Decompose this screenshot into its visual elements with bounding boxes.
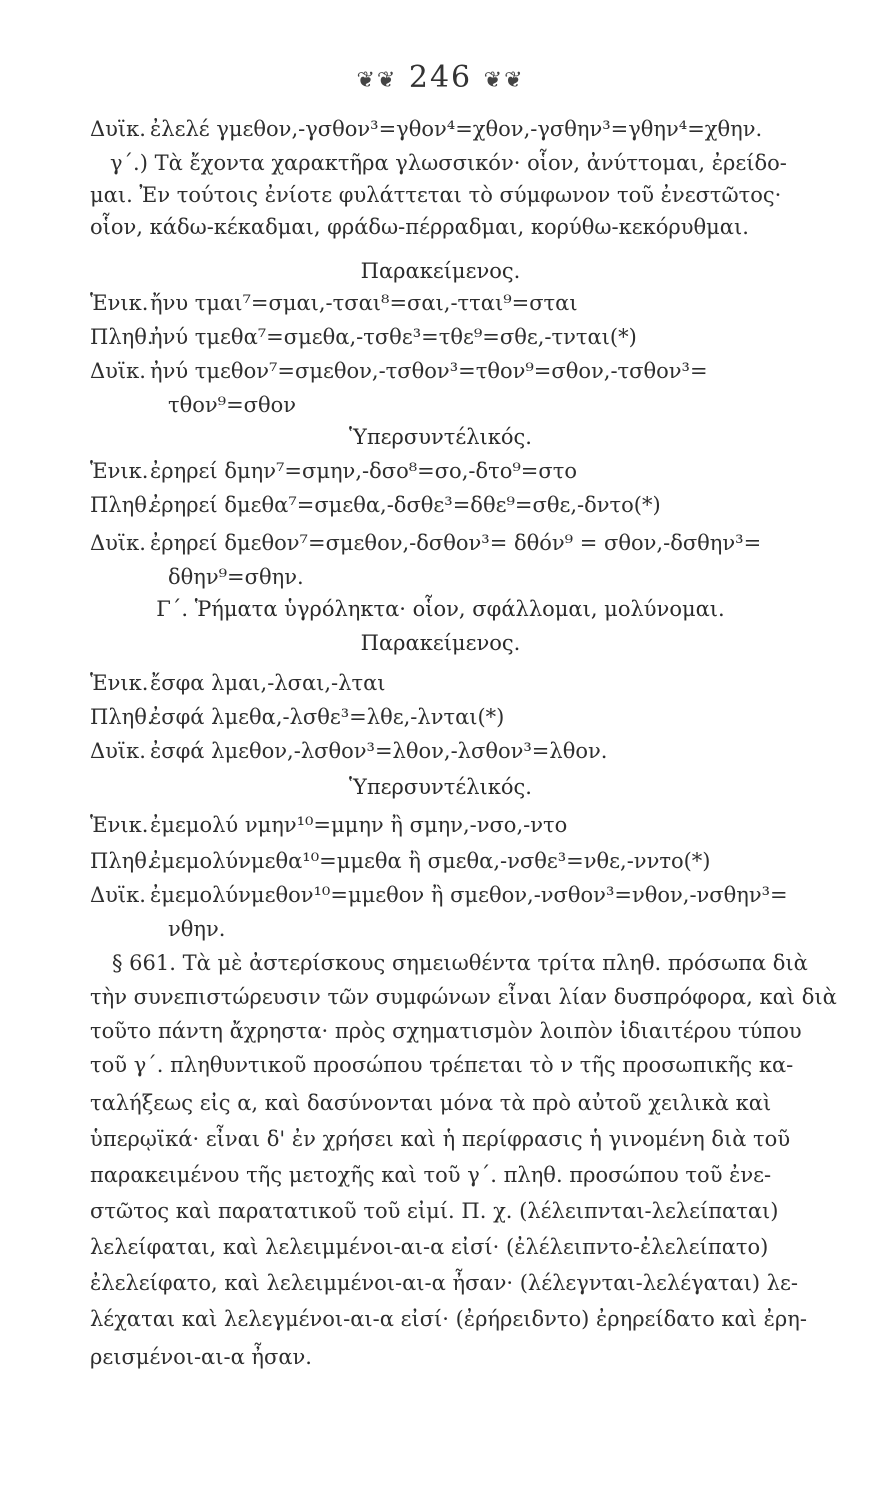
paragraph-line: παρακειμένου τῆς μετοχῆς καὶ τοῦ γ΄. πληθ. προσώπου τοῦ ἐνε- <box>90 1163 772 1187</box>
conjugation-row <box>90 456 577 486</box>
paragraph-line: τοῦ γ΄. πληθυντικοῦ προσώπου τρέπεται τὸ ν τῆς προσωπικῆς κα- <box>90 1053 794 1077</box>
number-label: Ἑνικ. <box>90 671 149 695</box>
text-line <box>110 148 787 178</box>
conjugation-row <box>168 390 296 420</box>
number-label: Δυϊκ. <box>90 359 146 383</box>
number-label: Δυϊκ. <box>90 739 146 763</box>
conjugation-row <box>90 490 661 520</box>
section-heading: Ὑπερσυντέλικός. <box>348 775 532 799</box>
conjugation-row <box>90 668 385 698</box>
form-text: ἐμεμολύνμεθον¹⁰=μμεθον ἢ σμεθον,-νσθον³=νθον,-νσθην³= <box>150 883 788 907</box>
form-text: ἐρηρεί δμεθον⁷=σμεθον,-δσθον³= δθόν⁹ = σθον,-δσθην³= <box>150 531 762 555</box>
paragraph-line: § 661. Τὰ μὲ ἀστερίσκους σημειωθέντα τρίτα πληθ. πρόσωπα διὰ <box>112 951 808 975</box>
form-text: ἠνύ τμεθα⁷=σμεθα,-τσθε³=τθε⁹=σθε,-τνται(*) <box>150 325 637 349</box>
number-label: Ἑνικ. <box>90 813 149 837</box>
form-text: ἐρηρεί δμην⁷=σμην,-δσο⁸=σο,-δτο⁹=στο <box>150 459 577 483</box>
conjugation-row <box>90 288 578 318</box>
line-text: γ΄.) Τὰ ἔχοντα χαρακτῆρα γλωσσικόν· οἷον, ἀνύττομαι, ἐρείδο- <box>110 151 787 175</box>
conjugation-row <box>168 914 225 944</box>
conjugation-row <box>90 810 567 840</box>
number-label: Δυϊκ. <box>90 531 146 555</box>
paragraph-line: λέχαται καὶ λελεγμένοι-αι-α εἰσί· (ἐρήρειδντο) ἐρηρείδατο καὶ ἐρη- <box>90 1307 807 1331</box>
conjugation-row <box>90 322 637 352</box>
paragraph-line: ρεισμένοι-αι-α ἦσαν. <box>90 1345 312 1369</box>
section-heading: Ὑπερσυντέλικός. <box>348 425 532 449</box>
section-heading: Παρακείμενος. <box>360 259 521 283</box>
paragraph-line: ὑπερῳϊκά· εἶναι δ' ἐν χρήσει καὶ ἡ περίφρασις ἡ γινομένη διὰ τοῦ <box>90 1127 791 1151</box>
form-text: ἔσφα λμαι,-λσαι,-λται <box>150 671 386 695</box>
ornament-left: ❦❦ <box>356 68 398 93</box>
form-text: δθην⁹=σθην. <box>168 565 304 589</box>
form-text: νθην. <box>168 917 226 941</box>
form-text: ἠνύ τμεθον⁷=σμεθον,-τσθον³=τθον⁹=σθον,-τσθον³= <box>150 359 708 383</box>
form-text: ἤνυ τμαι⁷=σμαι,-τσαι⁸=σαι,-τται⁹=σται <box>150 291 578 315</box>
line-text: μαι. Ἐν τούτοις ἐνίοτε φυλάττεται τὸ σύμφωνον τοῦ ἐνεστῶτος· <box>90 183 782 207</box>
conjugation-row <box>90 702 504 732</box>
paragraph-line: στῶτος καὶ παρατατικοῦ τοῦ εἰμί. Π. χ. (λέλειπνται-λελείπαται) <box>90 1199 779 1223</box>
form-text: ἐσφά λμεθον,-λσθον³=λθον,-λσθον³=λθον. <box>150 739 608 763</box>
paragraph-line: λελείφαται, καὶ λελειμμένοι-αι-α εἰσί· (ἐλέλειπντο-ἐλελείπατο) <box>90 1235 769 1259</box>
form-text: ἐμεμολύνμεθα¹⁰=μμεθα ἢ σμεθα,-νσθε³=νθε,-ννто(*) <box>150 849 711 873</box>
paragraph-line: τοῦτο πάντη ἄχρηστα· πρὸς σχηματισμὸν λοιπὸν ἰδιαιτέρου τύπου <box>90 1019 802 1043</box>
number-label: Ἑνικ. <box>90 459 149 483</box>
section-heading-g: Γ΄. Ῥήματα ὑγρόληκτα· οἷον, σφάλλομαι, μολύνομαι. <box>156 597 725 621</box>
number-label: Δυϊκ. <box>90 883 146 907</box>
number-label: Πληθ. <box>90 493 154 517</box>
form-text: ἐρηρεί δμεθα⁷=σμεθα,-δσθε³=δθε⁹=σθε,-δντο(*) <box>150 493 661 517</box>
number-label: Ἑνικ. <box>90 291 149 315</box>
text-line <box>90 180 781 210</box>
conjugation-row <box>90 736 607 766</box>
page-number: 246 <box>408 60 473 95</box>
page-header <box>0 60 881 95</box>
number-label: Δυϊκ. <box>90 117 146 141</box>
form-text: ἐσφά λμεθα,-λσθε³=λθε,-λνται(*) <box>150 705 505 729</box>
line-text: οἷον, κάδω-κέκαδμαι, φράδω-πέρραδμαι, κορύθω-κεκόρυθμαι. <box>90 215 749 239</box>
text-line <box>90 212 749 242</box>
paragraph-line: ἐλελείφατο, καὶ λελειμμένοι-αι-α ἦσαν· (λέλεγνται-λελέγαται) λε- <box>90 1271 799 1295</box>
conjugation-row <box>90 846 710 876</box>
ornament-right: ❦❦ <box>483 68 525 93</box>
number-label: Πληθ. <box>90 849 154 873</box>
number-label: Πληθ. <box>90 705 154 729</box>
text-line <box>90 114 762 144</box>
paragraph-line: τὴν συνεπιστώρευσιν τῶν συμφώνων εἶναι λίαν δυσπρόφορα, καὶ διὰ <box>90 985 837 1009</box>
paragraph-line: ταλήξεως εἰς α, καὶ δασύνονται μόνα τὰ πρὸ αὐτοῦ χειλικὰ καὶ <box>90 1091 772 1115</box>
section-heading: Παρακείμενος. <box>360 631 521 655</box>
conjugation-row <box>90 880 788 910</box>
conjugation-row <box>90 528 761 558</box>
conjugation-row <box>90 356 708 386</box>
form-text: ἐμεμολύ νμην¹⁰=μμην ἢ σμην,-νσο,-ντο <box>150 813 568 837</box>
line-text: ἐλελέ γμεθον,-γσθον³=γθον⁴=χθον,-γσθην³=γθην⁴=χθην. <box>150 117 763 141</box>
form-text: τθον⁹=σθον <box>168 393 297 417</box>
conjugation-row <box>168 562 304 592</box>
number-label: Πληθ. <box>90 325 154 349</box>
